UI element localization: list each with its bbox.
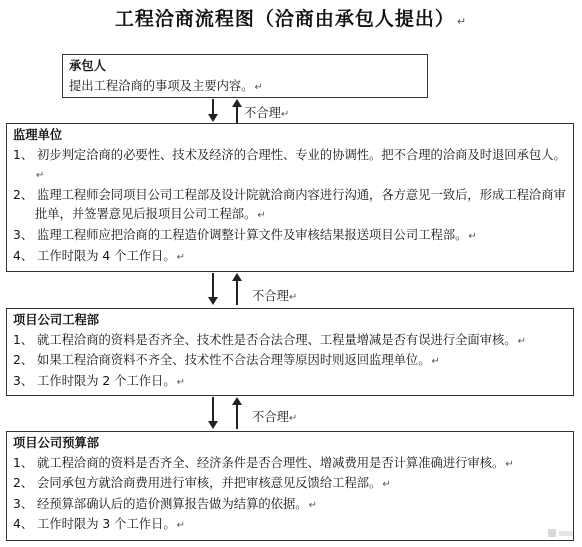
arrow-up xyxy=(236,280,238,305)
box-line: 4、 工作时限为 3 个工作日。↵ xyxy=(13,517,186,532)
box-heading: 监理单位 xyxy=(13,128,63,142)
reject-label: 不合理↵ xyxy=(244,106,290,120)
watermark-logo xyxy=(546,525,576,541)
arrow-down xyxy=(212,397,214,422)
arrowhead-down xyxy=(208,114,218,122)
paragraph-mark: ↵ xyxy=(456,15,468,28)
box-heading: 承包人 xyxy=(69,59,106,73)
arrow-up xyxy=(236,404,238,429)
box-line: 4、 工作时限为 4 个工作日。↵ xyxy=(13,248,186,263)
arrow-down xyxy=(212,273,214,298)
title-text: 工程洽商流程图（洽商由承包人提出） xyxy=(114,8,455,30)
arrowhead-down xyxy=(208,297,218,305)
box-engineering-dept xyxy=(6,308,574,396)
box-budget-dept xyxy=(6,431,574,541)
box-line: 1、 就工程洽商的资料是否齐全、技术性是否合法合理、工程量增减是否有误进行全面审核。↵ xyxy=(13,332,526,347)
box-line: 3、 经预算部确认后的造价测算报告做为结算的依据。↵ xyxy=(13,496,317,511)
arrowhead-up xyxy=(232,99,242,107)
box-line: 提出工程洽商的事项及主要内容。↵ xyxy=(69,78,263,93)
arrowhead-up xyxy=(232,273,242,281)
arrow-up xyxy=(236,106,238,123)
arrow-down xyxy=(212,99,214,115)
arrowhead-down xyxy=(208,421,218,429)
box-line: 1、 就工程洽商的资料是否齐全、经济条件是否合理性、增减费用是否计算准确进行审核。↵ xyxy=(13,455,514,470)
box-line: 1、 初步判定洽商的必要性、技术及经济的合理性、专业的协调性。把不合理的洽商及时退回承包人。↵ xyxy=(13,147,566,182)
box-line: 3、 工作时限为 2 个工作日。↵ xyxy=(13,373,186,388)
diagram-title xyxy=(0,6,582,35)
box-supervisor xyxy=(6,123,574,272)
box-line: 2、 监理工程师会同项目公司工程部及设计院就洽商内容进行沟通，各方意见一致后，形成工程洽商审批单，并签署意见后报项目公司工程部。↵ xyxy=(13,187,566,222)
reject-label: 不合理↵ xyxy=(252,410,298,424)
box-heading: 项目公司预算部 xyxy=(13,436,100,450)
box-line: 3、 监理工程师应把洽商的工程造价调整计算文件及审核结果报送项目公司工程部。↵ xyxy=(13,227,477,242)
arrowhead-up xyxy=(232,397,242,405)
reject-label: 不合理↵ xyxy=(252,289,298,303)
box-line: 2、 会同承包方就洽商费用进行审核，并把审核意见反馈给工程部。↵ xyxy=(13,476,391,491)
box-line: 2、 如果工程洽商资料不齐全、技术性不合法合理等原因时则返回监理单位。↵ xyxy=(13,353,440,368)
box-heading: 项目公司工程部 xyxy=(13,313,100,327)
box-contractor xyxy=(62,54,428,98)
